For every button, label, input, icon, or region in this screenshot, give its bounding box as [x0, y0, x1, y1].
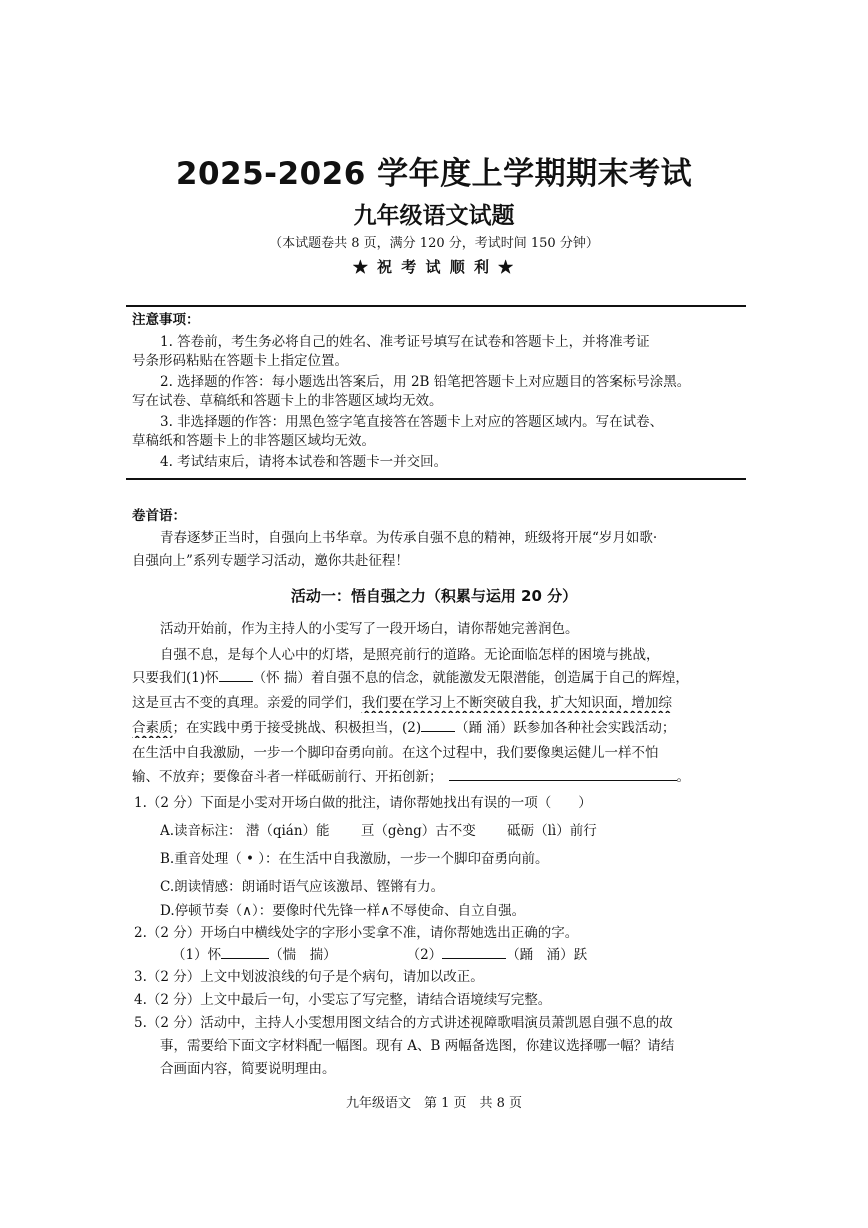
notice-line: 草稿纸和答题卡上的非答题区域均无效。: [132, 433, 375, 449]
q1-option-d: D.停顿节奏（∧）：要像时代先锋一样∧不辱使命、自立自强。: [160, 903, 526, 919]
notice-line: 4. 考试结束后，请将本试卷和答题卡一并交回。: [160, 454, 448, 470]
q2-blank-1: [221, 946, 269, 959]
q2-item-1-options: （惴 揣）: [269, 947, 337, 963]
question-5: 5.（2 分）活动中，主持人小雯想用图文结合的方式讲述视障歌唱演员萧凯恩自强不息的故: [134, 1015, 673, 1031]
divider-bottom: [126, 478, 746, 480]
notice-line: 1. 答卷前，考生务必将自己的姓名、准考证号填写在试卷和答题卡上，并将准考证: [160, 334, 650, 350]
question-5: 事，需要给下面文字材料配一幅图。现有 A、B 两幅备选图，你建议选择哪一幅？请结: [160, 1038, 675, 1054]
notice-line: 号条形码粘贴在答题卡上指定位置。: [132, 353, 348, 369]
answer-blank-2: [421, 719, 455, 732]
passage-text: （踊 涌）跃参加各种社会实践活动；: [455, 720, 676, 736]
q1-option-c: C.朗读情感：朗诵时语气应该激昂、铿锵有力。: [160, 879, 445, 895]
preface-line: 青春逐梦正当时，自强向上书华章。为传承自强不息的精神，班级将开展“岁月如歌·: [160, 530, 658, 546]
preface-line: 自强向上”系列专题学习活动，邀你共赴征程！: [132, 553, 409, 569]
passage-text: （怀 揣）着自强不息的信念，就能激发无限潜能，创造属于自己的辉煌，: [252, 670, 689, 686]
q2-item-1-label: （1）怀: [172, 947, 222, 963]
passage-text: ；在实践中勇于接受挑战、积极担当，(2): [172, 720, 422, 736]
passage-text: 。: [676, 769, 690, 785]
question-5: 合画面内容，简要说明理由。: [160, 1061, 336, 1077]
passage-line: [132, 694, 747, 713]
question-1: 1.（2 分）下面是小雯对开场白做的批注，请你帮她找出有误的一项（ ）: [134, 795, 592, 811]
q1-option-a: A.读音标注： 潜（qián）能 亘（gèng）古不变 砥砺（lì）前行: [160, 823, 597, 839]
q2-blanks: [172, 946, 742, 965]
question-4: 4.（2 分）上文中最后一句，小雯忘了写完整，请结合语境续写完整。: [134, 992, 552, 1008]
preface-heading: 卷首语：: [132, 508, 186, 524]
wavy-sentence: 我们要在学习上不断突破自我，扩大知识面，增加综: [361, 695, 672, 711]
blessing-line: ★ 祝 考 试 顺 利 ★: [352, 258, 516, 276]
passage-line: [132, 669, 747, 688]
notice-line: 3. 非选择题的作答：用黑色签字笔直接答在答题卡上对应的答题区域内。写在试卷、: [160, 414, 664, 430]
q2-item-2-label: （2）: [406, 947, 443, 963]
answer-blank-3: [449, 768, 677, 781]
passage-text: 只要我们(1)怀: [132, 670, 219, 686]
exam-subtitle: 九年级语文试题: [353, 203, 515, 229]
passage-line: 在生活中自我激励，一步一个脚印奋勇向前。在这个过程中，我们要像奥运健儿一样不怕: [132, 745, 659, 761]
passage-text: 输、不放弃；要像奋斗者一样砥砺前行、开拓创新；: [132, 769, 443, 785]
passage-line: [132, 719, 747, 738]
activity1-heading: 活动一：悟自强之力（积累与运用 20 分）: [290, 587, 578, 605]
q2-item-2-options: （踊 涌）跃: [506, 947, 588, 963]
question-3: 3.（2 分）上文中划波浪线的句子是个病句，请加以改正。: [134, 969, 484, 985]
notice-heading: 注意事项：: [132, 312, 200, 328]
notice-line: 2. 选择题的作答：每小题选出答案后，用 2B 铅笔把答题卡上对应题目的答案标号涂黑。: [160, 374, 691, 390]
answer-blank-1: [219, 669, 253, 682]
passage-line: 自强不息，是每个人心中的灯塔，是照亮前行的道路。无论面临怎样的困境与挑战，: [160, 647, 660, 663]
wavy-sentence: 合素质: [132, 720, 173, 736]
passage-text: 这是亘古不变的真理。亲爱的同学们，: [132, 695, 362, 711]
exam-title: 2025-2026 学年度上学期期末考试: [175, 156, 693, 192]
activity1-intro: 活动开始前，作为主持人的小雯写了一段开场白，请你帮她完善润色。: [160, 621, 579, 637]
q1-option-b: B.重音处理（ • ）：在生活中自我激励，一步一个脚印奋勇向前。: [160, 851, 549, 867]
exam-info: （本试题卷共 8 页，满分 120 分，考试时间 150 分钟）: [269, 236, 599, 251]
q2-blank-2: [442, 946, 506, 959]
divider-top: [126, 305, 746, 307]
passage-line: [132, 768, 747, 787]
question-2: 2.（2 分）开场白中横线处字的字形小雯拿不准，请你帮她选出正确的字。: [134, 925, 579, 941]
page-footer: 九年级语文 第 1 页 共 8 页: [345, 1096, 523, 1111]
notice-line: 写在试卷、草稿纸和答题卡上的非答题区域均无效。: [132, 393, 443, 409]
